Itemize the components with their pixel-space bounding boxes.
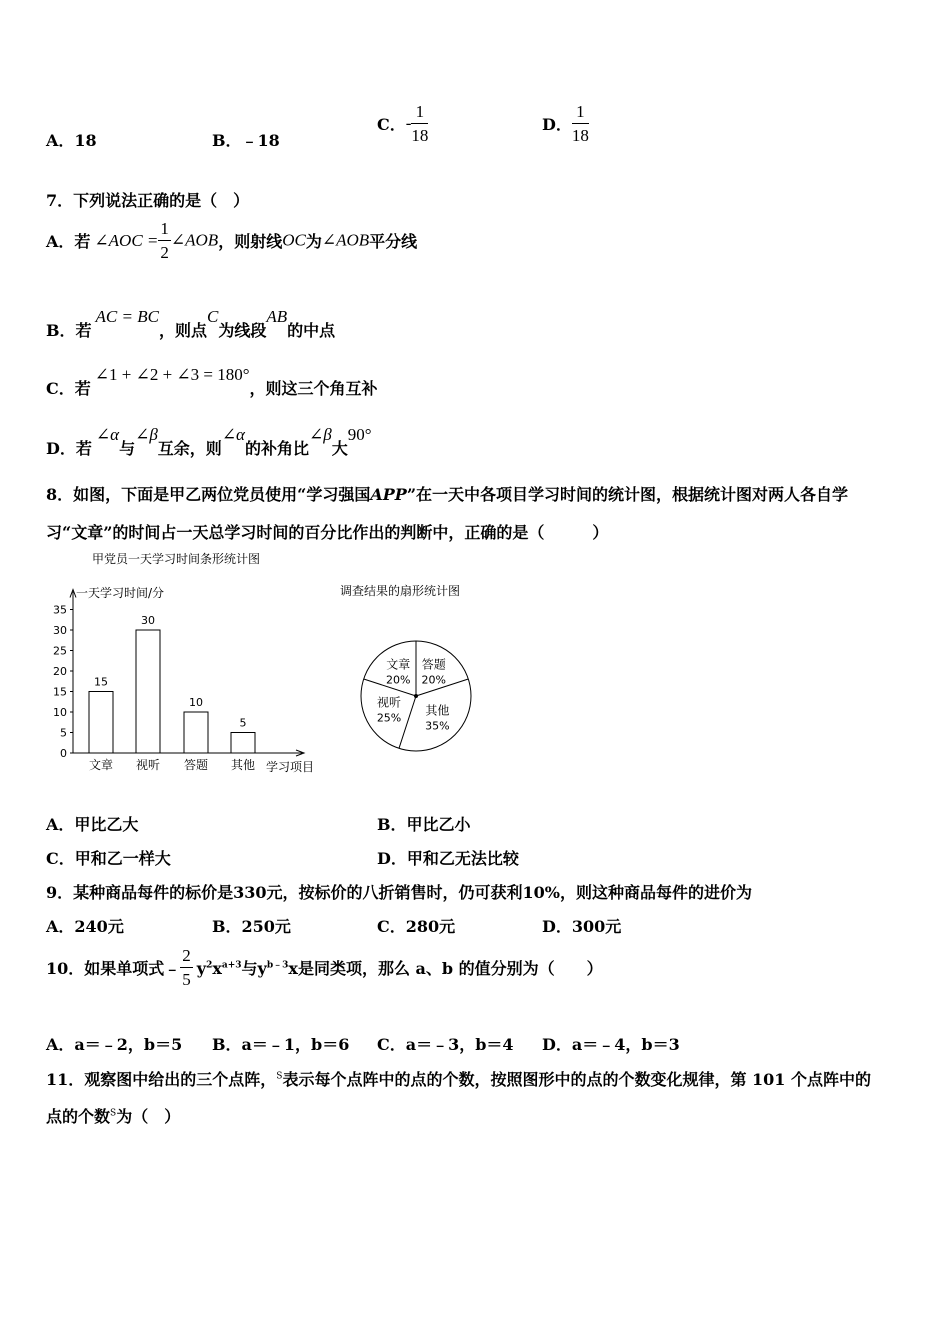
q8-stem-line1: 8．如图，下面是甲乙两位党员使用“学习强国APP”在一天中各项目学习时间的统计图，根据统计图对两人各自学 <box>46 485 849 504</box>
q6-d-fraction: $\frac{1}{18}$ <box>571 102 589 145</box>
pie-slice-label: 文章 <box>386 657 411 672</box>
pie-slice-label: 其他 <box>425 703 450 718</box>
q10-option-b: B．a＝﹣1，b＝6 <box>212 1035 350 1054</box>
bar-chart-title: 甲党员一天学习时间条形统计图 <box>92 552 261 566</box>
bar-value-label: 5 <box>239 716 247 730</box>
bar-其他 <box>231 733 255 754</box>
bar-value-label: 10 <box>189 696 203 709</box>
q7-option-b: B．若AC = BC，则点C为线段AB的中点 <box>46 307 336 340</box>
bar-文章 <box>89 692 113 754</box>
q6-c-fraction: $\frac{1}{18}$ <box>411 102 429 145</box>
q8-option-d: D．甲和乙无法比较 <box>377 849 519 868</box>
bar-y-tick-label: 25 <box>53 644 67 658</box>
bar-y-tick-label: 10 <box>53 706 67 719</box>
q7-option-d: D．若∠α与∠β互余，则∠α的补角比∠β大90° <box>46 425 372 458</box>
q10-option-a: A．a＝﹣2，b＝5 <box>46 1035 183 1054</box>
bar-y-tick-label: 30 <box>53 624 67 637</box>
bar-chart-x-label: 学习项目 <box>266 760 315 774</box>
q11-stem-line2: 点的个数$^S$为（ ） <box>46 1107 181 1126</box>
bar-y-tick-label: 15 <box>53 685 67 699</box>
pie-slice-value: 20% <box>421 673 447 687</box>
bar-y-tick-label: 35 <box>53 603 67 617</box>
q9-option-a: A．240元 <box>46 917 124 936</box>
bar-value-label: 30 <box>141 614 155 627</box>
bar-chart <box>40 545 330 780</box>
q8-option-c: C．甲和乙一样大 <box>46 849 171 868</box>
bar-category-label: 视听 <box>135 758 161 772</box>
pie-chart <box>330 575 500 755</box>
pie-slice-value: 35% <box>425 719 450 733</box>
q6-option-c: C．- $\frac{1}{18}$ <box>377 102 429 145</box>
bar-value-label: 15 <box>94 675 108 689</box>
q7-option-c: C．若∠1 + ∠2 + ∠3 = 180°，则这三个角互补 <box>46 365 378 398</box>
q7-option-a: A．若 ∠AOC = $\frac{1}{2}$ ∠AOB，则射线OC为∠AOB平分线 <box>46 219 418 262</box>
bar-category-label: 其他 <box>230 758 256 772</box>
q6-option-b: B．﹣18 <box>212 131 280 150</box>
q8-option-b: B．甲比乙小 <box>377 815 471 834</box>
q9-stem: 9．某种商品每件的标价是330元，按标价的八折销售时，仍可获利10%，则这种商品每件的进价为 <box>46 883 753 902</box>
pie-chart-marks <box>361 641 471 751</box>
bar-category-label: 文章 <box>88 758 114 772</box>
q11-stem-line1: 11．观察图中给出的三个点阵，$^S$表示每个点阵中的点的个数，按照图形中的点的个数变化规律，第 101 个点阵中的 <box>46 1070 871 1089</box>
q10-option-d: D．a＝﹣4，b＝3 <box>542 1035 680 1054</box>
pie-slice-label: 答题 <box>421 657 446 672</box>
bar-chart-y-label: 一天学习时间/分 <box>76 586 165 600</box>
q7-stem: 7．下列说法正确的是（ ） <box>46 191 250 210</box>
q6-option-d: D． $\frac{1}{18}$ <box>542 102 589 145</box>
q10-stem: 10．如果单项式﹣ $\frac{2}{5}$ $y^2x^{a+3}$与$y^{b﹣3}x$是同类项，那么 a、b 的值分别为（ ） <box>46 946 603 989</box>
q10-fraction: $\frac{2}{5}$ <box>182 946 191 989</box>
bar-视听 <box>136 630 160 753</box>
bar-category-label: 答题 <box>183 758 209 772</box>
pie-slice-value: 20% <box>385 673 411 687</box>
pie-chart-title: 调查结果的扇形统计图 <box>340 584 461 598</box>
q8-stem-line2: 习“文章”的时间占一天总学习时间的百分比作出的判断中，正确的是（ ） <box>46 523 609 542</box>
q6-option-a: A．18 <box>46 131 97 150</box>
q9-option-b: B．250元 <box>212 917 291 936</box>
q9-option-d: D．300元 <box>542 917 622 936</box>
bar-答题 <box>184 712 208 753</box>
pie-slice-label: 视听 <box>377 695 402 710</box>
bar-chart-marks <box>89 614 255 772</box>
q8-option-a: A．甲比乙大 <box>46 815 139 834</box>
q10-option-c: C．a＝﹣3，b＝4 <box>377 1035 514 1054</box>
q9-option-c: C．280元 <box>377 917 456 936</box>
bar-y-tick-label: 5 <box>60 726 67 740</box>
bar-y-tick-label: 20 <box>53 665 67 678</box>
pie-slice-value: 25% <box>376 711 402 725</box>
bar-y-tick-label: 0 <box>60 747 67 760</box>
